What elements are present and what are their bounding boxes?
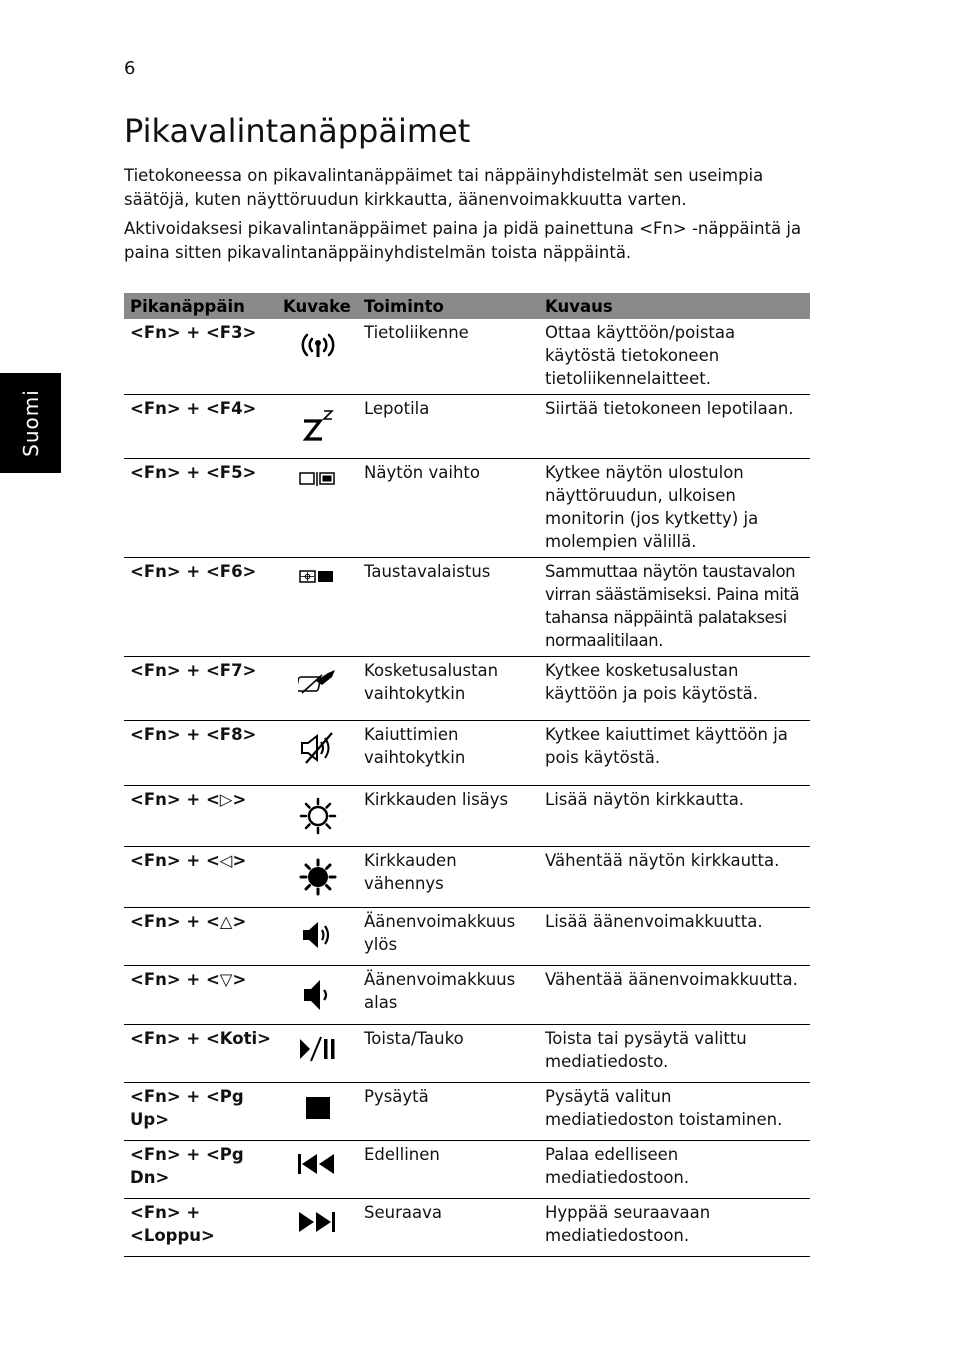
stop-icon [298,1093,338,1121]
function-cell: Kirkkauden lisäys [358,786,539,847]
hotkey-cell: <Fn> + <△> [124,908,277,966]
hotkey-cell: <Fn> + <F7> [124,657,277,721]
hotkey-cell: <Fn> + <▷> [124,786,277,847]
function-cell: Kosketusalustan vaihtokytkin [358,657,539,721]
display-toggle-icon [298,469,338,489]
description-cell: Lisää äänenvoimakkuutta. [539,908,810,966]
description-cell: Palaa edelliseen mediatiedostoon. [539,1141,810,1199]
description-cell: Kytkee kosketusalustan käyttöön ja pois käytöstä. [539,657,810,721]
table-row [124,319,810,395]
table-row [124,908,810,966]
volume-down-icon [298,976,338,1014]
function-cell: Toista/Tauko [358,1025,539,1083]
table-row [124,395,810,459]
description-cell: Kytkee kaiuttimet käyttöön ja pois käytöstä. [539,721,810,786]
table-row [124,1083,810,1141]
description-cell: Vähentää äänenvoimakkuutta. [539,966,810,1025]
table-row [124,1025,810,1083]
table-row [124,966,810,1025]
description-cell: Vähentää näytön kirkkautta. [539,847,810,908]
backlight-off-icon [298,568,338,586]
previous-icon [296,1151,340,1177]
hotkey-cell: <Fn> + <Loppu> [124,1199,277,1257]
table-row [124,558,810,657]
table-row [124,459,810,558]
table-row [124,1141,810,1199]
language-side-tab-label: Suomi [18,389,43,457]
header-hotkey: Pikanäppäin [124,293,277,319]
function-cell: Pysäytä [358,1083,539,1141]
description-cell: Kytkee näytön ulostulon näyttöruudun, ulkoisen monitorin (jos kytketty) ja molempien välillä. [539,459,810,558]
description-cell: Ottaa käyttöön/poistaa käytöstä tietokoneen tietoliikennelaitteet. [539,319,810,395]
header-function: Toiminto [358,293,539,319]
brightness-up-icon [298,796,338,836]
hotkey-table [124,293,810,1257]
function-cell: Kaiuttimien vaihtokytkin [358,721,539,786]
intro-paragraph: Tietokoneessa on pikavalintanäppäimet tai näppäinyhdistelmät sen useimpia säätöjä, kuten näyttöruudun kirkkautta, äänenvoimakkuutta varten. [124,166,764,209]
description-cell: Siirtää tietokoneen lepotilaan. [539,395,810,459]
function-cell: Taustavalaistus [358,558,539,657]
table-row [124,657,810,721]
page-title: Pikavalintanäppäimet [124,112,471,150]
next-icon [296,1209,340,1235]
hotkey-cell: <Fn> + <F3> [124,319,277,395]
table-row [124,721,810,786]
hotkey-cell: <Fn> + <F8> [124,721,277,786]
header-icon: Kuvake [277,293,358,319]
hotkey-cell: <Fn> + <Pg Dn> [124,1141,277,1199]
table-row [124,1199,810,1257]
function-cell: Seuraava [358,1199,539,1257]
brightness-down-icon [298,857,338,897]
hotkey-cell: <Fn> + <F5> [124,459,277,558]
table-row [124,847,810,908]
header-description: Kuvaus [539,293,810,319]
function-cell: Lepotila [358,395,539,459]
touchpad-toggle-icon [298,667,338,695]
hotkey-cell: <Fn> + <F4> [124,395,277,459]
function-cell: Edellinen [358,1141,539,1199]
page-number: 6 [124,58,136,79]
hotkey-cell: <Fn> + <◁> [124,847,277,908]
function-cell: Kirkkauden vähennys [358,847,539,908]
description-cell: Hyppää seuraavaan mediatiedostoon. [539,1199,810,1257]
hotkey-cell: <Fn> + <Koti> [124,1025,277,1083]
table-header-row [124,293,810,319]
description-cell: Pysäytä valitun mediatiedoston toistaminen. [539,1083,810,1141]
table-row [124,786,810,847]
function-cell: Äänenvoimakkuus ylös [358,908,539,966]
hotkey-cell: <Fn> + <Pg Up> [124,1083,277,1141]
description-cell: Sammuttaa näytön taustavalon virran säästämiseksi. Paina mitä tahansa näppäintä palataksesi normaalitilaan. [539,558,810,657]
function-cell: Äänenvoimakkuus alas [358,966,539,1025]
activation-paragraph: Aktivoidaksesi pikavalintanäppäimet paina ja pidä painettuna <Fn> -näppäintä ja paina sitten pikavalintanäppäinyhdistelmän toista näppäintä. [124,219,802,262]
function-cell: Näytön vaihto [358,459,539,558]
play-pause-icon [297,1035,339,1063]
hotkey-cell: <Fn> + <F6> [124,558,277,657]
speaker-mute-icon [298,731,338,765]
description-cell: Toista tai pysäytä valittu mediatiedosto. [539,1025,810,1083]
hotkey-cell: <Fn> + <▽> [124,966,277,1025]
volume-up-icon [298,918,338,952]
wireless-icon [298,329,338,361]
language-side-tab [0,373,61,473]
description-cell: Lisää näytön kirkkautta. [539,786,810,847]
function-cell: Tietoliikenne [358,319,539,395]
sleep-icon [298,405,338,445]
